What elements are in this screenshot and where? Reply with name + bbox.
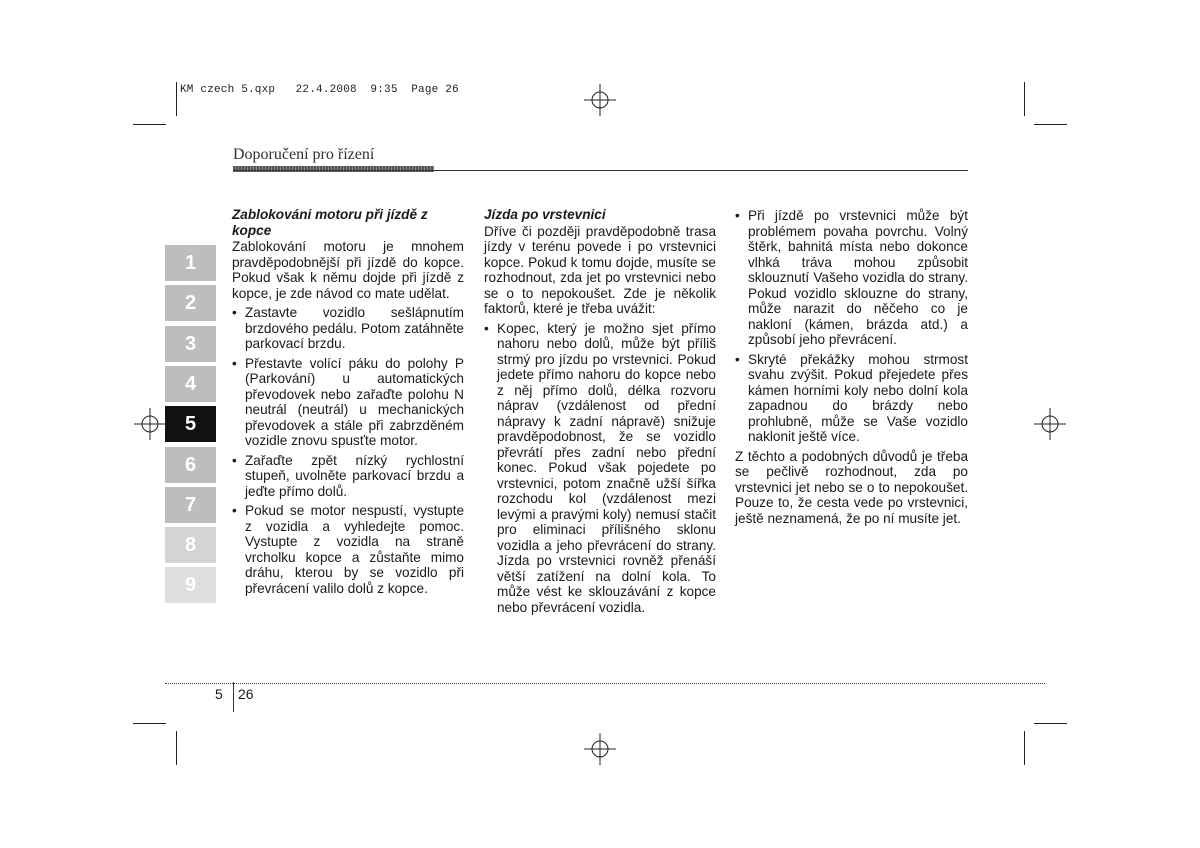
page-number: 26	[238, 686, 254, 702]
chapter-tab-9[interactable]: 9	[165, 567, 216, 603]
list-item: • Pokud se motor nespustí, vystupte z vozidla a vyhledejte pomoc. Vystupte z vozidla na straně vrcholku kopce a zůstaňte mimo dráhu, kterou by se vozidlo při převrácení valilo dolů z kopce.	[232, 503, 464, 596]
chapter-tab-1[interactable]: 1	[165, 245, 216, 281]
registration-mark-icon	[134, 408, 166, 440]
chapter-tab-4[interactable]: 4	[165, 366, 216, 402]
header-rule-accent	[233, 166, 434, 172]
crop-mark	[1034, 124, 1067, 125]
section-heading: Jízda po vrstevnici	[484, 207, 606, 222]
chapter-tab-3[interactable]: 3	[165, 326, 216, 362]
list-item: • Skryté překážky mohou strmost svahu zvýšit. Pokud přejedete přes kámen horními koly nebo dolní kola zapadnou do brázdy nebo prohlubně, může se Vaše vozidlo naklonit ještě více.	[735, 351, 968, 444]
chapter-tab-5[interactable]: 5	[165, 406, 216, 442]
crop-mark	[133, 723, 166, 724]
section-heading: Zablokováni motoru při jízdě z kopce	[232, 207, 428, 238]
text-column-3	[735, 204, 968, 526]
chapter-tab-6[interactable]: 6	[165, 447, 216, 483]
crop-mark	[1024, 731, 1025, 765]
header-rule	[233, 170, 968, 171]
crop-mark	[1024, 82, 1025, 116]
chapter-tab-7[interactable]: 7	[165, 487, 216, 523]
text-column-1	[232, 207, 464, 596]
section-number: 5	[215, 686, 223, 702]
page-title: Doporučení pro řízení	[233, 146, 375, 163]
list-item: • Přestavte volící páku do polohy P (Parkování) u automatických převodovek nebo zařaďte polohu N neutrál (neutrál) u mechanických převodovek a stále při zabrzděném vozidle znovu spusťte motor.	[232, 355, 464, 448]
list-item: • Zařaďte zpět nízký rychlostní stupeň, uvolněte parkovací brzdu a jeďte přímo dolů.	[232, 452, 464, 499]
crop-mark	[1034, 723, 1067, 724]
crop-mark	[176, 731, 177, 765]
footer-rule	[165, 683, 1045, 684]
chapter-tab-8[interactable]: 8	[165, 527, 216, 563]
bullet-list	[735, 208, 968, 445]
page-number-divider	[233, 682, 234, 712]
crop-mark	[176, 82, 177, 116]
chapter-tab-2[interactable]: 2	[165, 285, 216, 321]
paragraph: Zablokování motoru je mnohem pravděpodobnější při jízdě do kopce. Pokud však k němu dojde při jízdě z kopce, je zde návod co mate udělat.	[232, 239, 464, 301]
text-column-2	[484, 207, 716, 615]
paragraph: Z těchto a podobných důvodů je třeba se pečlivě rozhodnout, zda po vrstevnici jet nebo se o to nepokoušet. Pouze to, že cesta vede po vrstevnici, ještě neznamená, že po ní musíte jet.	[735, 448, 968, 526]
paragraph: Dříve či později pravděpodobně trasa jízdy v terénu povede i po vrstevnici kopce. Pokud k tomu dojde, musíte se rozhodnout, zda jet po vrstevnici nebo se o to nepokoušet. Zde je několik faktorů, které je třeba uvážit:	[484, 223, 716, 316]
crop-mark	[133, 124, 166, 125]
list-item: • Při jízdě po vrstevnici může být problémem povaha povrchu. Volný štěrk, bahnitá místa nebo dokonce vlhká tráva mohou způsobit sklouznutí Vašeho vozidla do strany. Pokud vozidlo sklouzne do strany, může narazit do něčeho co je nakloní (kámen, brázda atd.) a způsobí jeho převrácení.	[735, 208, 968, 347]
bullet-list	[232, 305, 464, 596]
registration-mark-icon	[1034, 408, 1066, 440]
list-item: • Zastavte vozidlo sešlápnutím brzdového pedálu. Potom zatáhněte parkovací brzdu.	[232, 305, 464, 351]
bullet-list	[484, 321, 716, 616]
list-item: • Kopec, který je možno sjet přímo nahoru nebo dolů, může být příliš strmý pro jízdu po vrstevnici. Pokud jedete přímo nahoru do kopce nebo z něj přímo dolů, délka rozvoru náprav (vzdálenost od přední nápravy k zadní nápravě) snižuje pravděpodobnost, že se vozidlo převrátí přes zadní nebo přední konec. Pokud však pojedete po vrstevnici, potom značně užší šířka rozchodu kol (vzdálenost mezi levými a pravými koly) nemusí stačit pro eliminaci přílišného sklonu vozidla a jeho převrácení do strany. Jízda po vrstevnici rovněž přenáší větší zatížení na dolní kola. To může vést ke sklouzávání z kopce nebo převrácení vozidla.	[484, 320, 716, 615]
print-slug: KM czech 5.qxp 22.4.2008 9:35 Page 26	[180, 84, 459, 96]
registration-mark-icon	[584, 733, 616, 765]
registration-mark-icon	[584, 84, 616, 116]
